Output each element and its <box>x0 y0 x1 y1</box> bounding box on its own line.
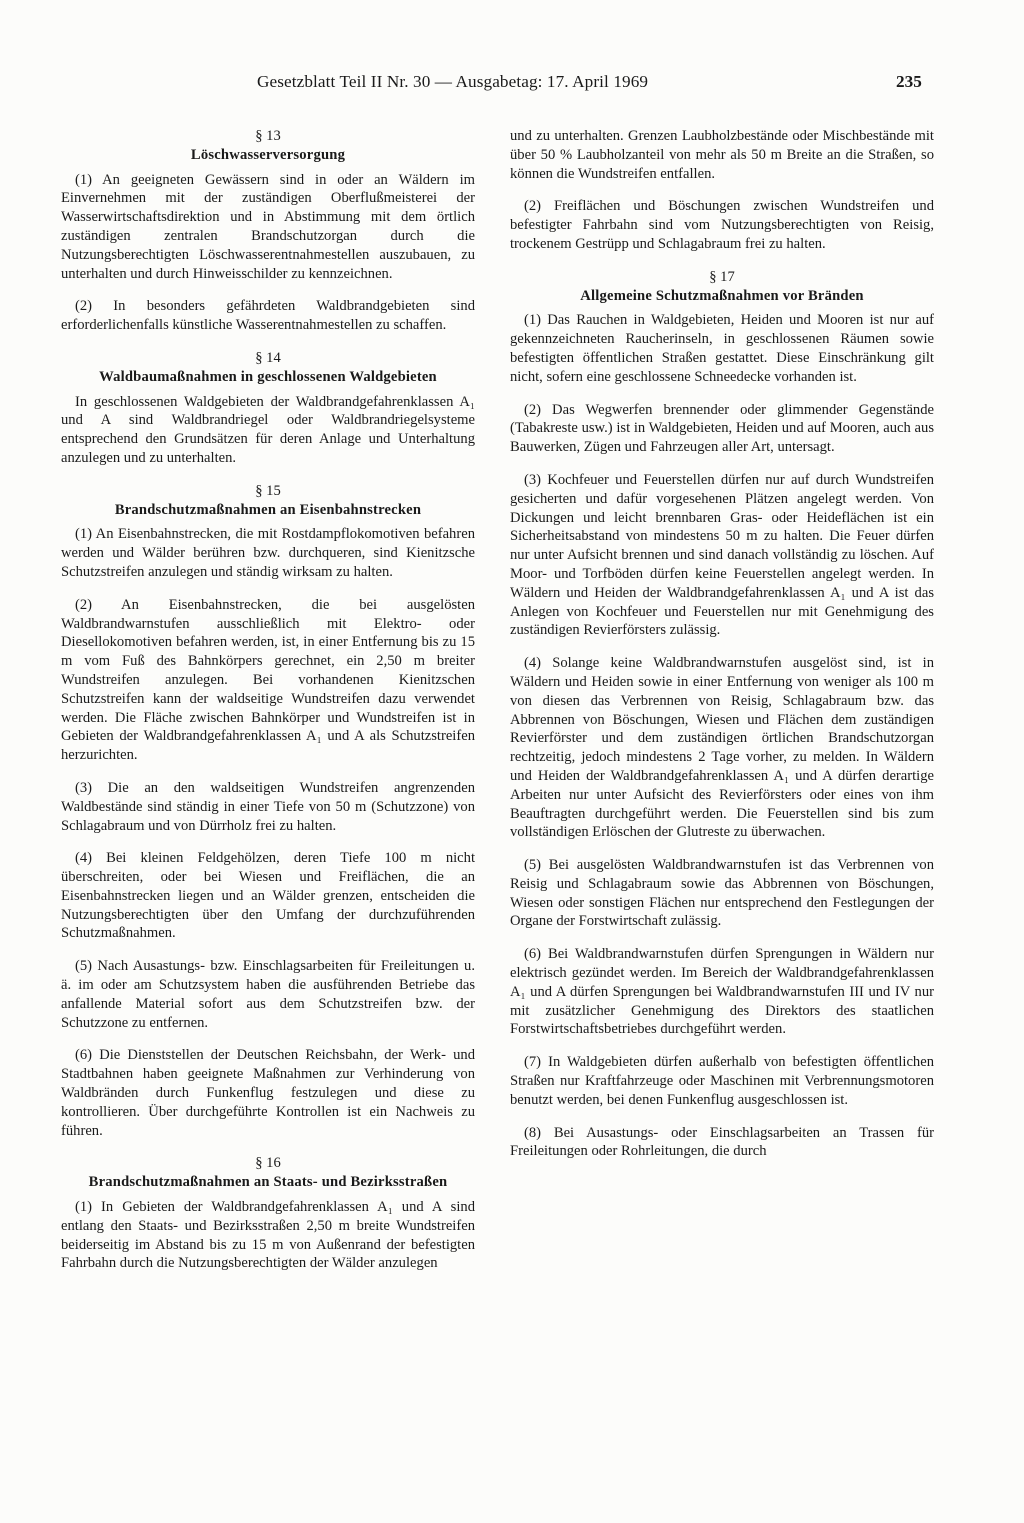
paragraph: (6) Die Dienststellen der Deutschen Reichsbahn, der Werk- und Stadtbahnen haben geeignete Maßnahmen zur Verhinderung von Waldbränden durch Funkenflug festzulegen und diese zu kontrollieren. Über durchgeführte Kontrollen ist ein Nachweis zu führen. <box>61 1047 475 1139</box>
paragraph: (5) Nach Ausastungs- bzw. Einschlagsarbeiten für Freileitungen u. ä. im oder am Schutzsystem haben die ausführenden Betriebe das anfallende Material sofort aus dem Schutzstreifen bzw. der Schutzzone zu entfernen. <box>61 958 475 1031</box>
paragraph: (4) Bei kleinen Feldgehölzen, deren Tiefe 100 m nicht überschreiten, oder bei Wiesen und Freiflächen, die an Eisenbahnstrecken liegen und an Wälder grenzen, entscheiden die Nutzungsberechtigten über den Umfang der durchzuführenden Schutzmaßnahmen. <box>61 850 475 942</box>
paragraph: (2) Das Wegwerfen brennender oder glimmender Gegenstände (Tabakreste usw.) ist in Waldgebieten, Heiden und auf Mooren, auch aus Bauwerken, Zügen und Fahrzeugen aller Art, untersagt. <box>510 401 934 456</box>
running-title: Gesetzblatt Teil II Nr. 30 — Ausgabetag: 17. April 1969 <box>257 72 649 91</box>
section-title: Allgemeine Schutzmaßnahmen vor Bränden <box>580 287 864 304</box>
paragraph-continuation: und zu unterhalten. Grenzen Laubholzbestände oder Mischbestände mit über 50 % Laubholzanteil von mehr als 50 m Breite an die Straßen, so können die Wundstreifen entfallen. <box>510 128 934 182</box>
paragraph: In geschlossenen Waldgebieten der Waldbrandgefahrenklassen A₁ und A sind Waldbrandriegel oder Waldbrandriegelsysteme entsprechend den Grundsätzen für deren Anlage und Unterhaltung anzulegen und zu unterhalten. <box>61 393 475 466</box>
left-column <box>61 127 475 1287</box>
right-column <box>510 127 934 1175</box>
paragraph: (5) Bei ausgelösten Waldbrandwarnstufen ist das Verbrennen von Reisig und Schlagabraum sowie das Abbrennen von Böschungen, Wiesen oder sonstigen Flächen nur entsprechend den Festlegungen der Organe der Forstwirtschaft zulässig. <box>510 857 934 930</box>
paragraph: (2) Freiflächen und Böschungen zwischen Wundstreifen und befestigter Fahrbahn sind vom Nutzungsberechtigten von Reisig, trockenem Gestrüpp und Schlagabraum frei zu halten. <box>510 198 934 252</box>
paragraph: (4) Solange keine Waldbrandwarnstufen ausgelöst sind, ist in Wäldern und Heiden sowie in einer Entfernung von weniger als 100 m von diesen das Verbrennen von Reisig, Schlagabraum bzw. das Abbrennen von Böschungen, Wiesen und Flächen dem zuständigen Revierförster und dem zuständigen örtlichen Brandschutzorgan rechtzeitig, jedoch mindestens 2 Tage vorher, zu melden. In Wäldern und Heiden der Waldbrandgefahrenklassen A₁ und A dürfen derartige Arbeiten nur unter Aufsicht des Revierförsters oder eines von ihm Beauftragten durchgeführt werden. Die Feuerstellen sind bis zum vollständigen Erlöschen der Glutreste zu überwachen. <box>510 655 934 841</box>
section-title: Waldbaumaßnahmen in geschlossenen Waldgebieten <box>99 368 437 385</box>
page-number: 235 <box>896 72 922 91</box>
section-number: § 14 <box>255 349 281 366</box>
paragraph: (1) Das Rauchen in Waldgebieten, Heiden und Mooren ist nur auf gekennzeichneten Raucherinseln, in geschlossenen Räumen sowie befestigten öffentlichen Straßen gestattet. Diese Einschränkung gilt nicht, sofern eine geschlossene Schneedecke vorhanden ist. <box>510 312 934 385</box>
page-header <box>0 62 1024 102</box>
section-title: Brandschutzmaßnahmen an Eisenbahnstrecken <box>114 501 422 518</box>
paragraph: (1) In Gebieten der Waldbrandgefahrenklassen A₁ und A sind entlang den Staats- und Bezirksstraßen 2,50 m breite Wundstreifen beiderseitig im Abstand bis zu 15 m von Außenrand der befestigten Fahrbahn durch die Nutzungsberechtigten der Wälder anzulegen <box>61 1199 475 1272</box>
section-number: § 16 <box>255 1155 281 1172</box>
paragraph: (7) In Waldgebieten dürfen außerhalb von befestigten öffentlichen Straßen nur Kraftfahrzeuge oder Maschinen mit Verbrennungsmotoren benutzt werden, bei denen Funkenflug ausgeschlossen ist. <box>510 1054 934 1108</box>
paragraph: (3) Die an den waldseitigen Wundstreifen angrenzenden Waldbestände sind ständig in einer Tiefe von 50 m (Schutzzone) von Schlagabraum und von Dürrholz frei zu halten. <box>61 779 475 834</box>
paragraph: (1) An Eisenbahnstrecken, die mit Rostdampflokomotiven befahren werden und Wälder berühren bzw. durchqueren, sind Kienitzsche Schutzstreifen anzulegen und ständig wirksam zu halten. <box>61 526 475 580</box>
paragraph: (2) In besonders gefährdeten Waldbrandgebieten sind erforderlichenfalls künstliche Wasserentnahmestellen zu schaffen. <box>61 298 475 334</box>
paragraph: (1) An geeigneten Gewässern sind in oder an Wäldern im Einvernehmen mit der zuständigen Oberflußmeisterei der Wasserwirtschaftsdirektion und in Abstimmung mit dem örtlich zuständigen zentralen Brandschutzorgan durch die Nutzungsberechtigten Löschwasserentnahmestellen auszubauen, zu unterhalten und durch Hinweisschilder zu kennzeichnen. <box>61 171 475 282</box>
paragraph: (2) An Eisenbahnstrecken, die bei ausgelösten Waldbrandwarnstufen ausschließlich mit Elektro- oder Diesellokomotiven befahren werden, ist, in einer Entfernung bis zu 15 m vom Fuß des Bahnkörpers gerechnet, ein 2,50 m breiter Wundstreifen anzulegen. Bei vorhandenen Kienitzschen Schutzstreifen kann der waldseitige Wundstreifen dazu verwendet werden. Die Fläche zwischen Bahnkörper und Wundstreifen ist in Gebieten der Waldbrandgefahrenklassen A₁ und A als Schutzstreifen herzurichten. <box>61 596 475 764</box>
paragraph: (3) Kochfeuer und Feuerstellen dürfen nur auf durch Wundstreifen gesicherten und dafür vorgesehenen Plätzen angelegt werden. Von Dickungen und leicht brennbaren Gras- oder Heideflächen ist ein Sicherheitsabstand von mindestens 50 m zu halten. Die Feuer dürfen nur unter Aufsicht brennen und sind danach vollständig zu löschen. Auf Moor- und Torfböden dürfen keine Feuerstellen angelegt werden. In Wäldern und Heiden der Waldbrandgefahrenklassen A₁ und A ist das Anlegen von Kochfeuer und Feuerstellen nur mit Genehmigung des zuständigen Revierförsters zulässig. <box>510 471 934 639</box>
section-title: Brandschutzmaßnahmen an Staats- und Bezirksstraßen <box>88 1174 448 1191</box>
paragraph: (6) Bei Waldbrandwarnstufen dürfen Sprengungen in Wäldern nur elektrisch gezündet werden. Im Bereich der Waldbrandgefahrenklassen A₁ und A dürfen Sprengungen bei Waldbrandwarnstufen III und IV nur mit zusätzlicher Genehmigung des Direktors des staatlichen Forstwirtschaftsbetriebes durchgeführt werden. <box>510 946 934 1038</box>
section-number: § 15 <box>255 482 281 499</box>
section-number: § 17 <box>709 268 735 285</box>
paragraph: (8) Bei Ausastungs- oder Einschlagsarbeiten an Trassen für Freileitungen oder Rohrleitungen, die durch <box>510 1124 934 1160</box>
section-title: Löschwasserversorgung <box>190 146 346 163</box>
section-number: § 13 <box>255 128 281 144</box>
